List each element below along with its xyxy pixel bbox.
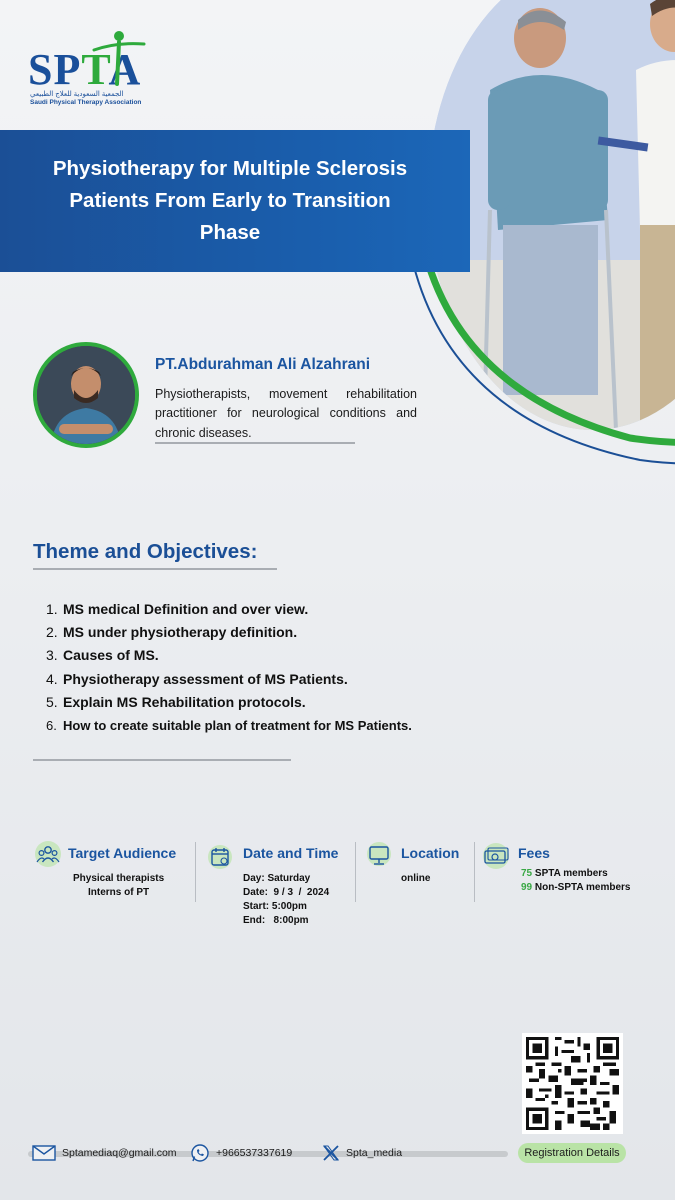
info-divider (195, 842, 196, 902)
list-item (46, 668, 506, 691)
money-icon (482, 842, 510, 870)
theme-underline (33, 568, 277, 570)
logo-arabic-text: الجمعية السعودية للعلاج الطبيعي (30, 91, 124, 98)
fees-members-price: 75 (521, 868, 533, 879)
email-icon (32, 1145, 56, 1161)
logo-letters: SPTA (28, 45, 142, 94)
fees-non-members-label: Non-SPTA members (532, 882, 631, 893)
datetime-title: Date and Time (243, 845, 339, 861)
spta-logo (28, 24, 148, 104)
registration-details-label[interactable]: Registration Details (518, 1143, 626, 1163)
speaker-bio: Physiotherapists, movement rehabilitation practitioner for neurological conditions and chronic diseases. (155, 387, 417, 440)
monitor-icon (366, 841, 392, 869)
item-number: 1. (46, 601, 58, 617)
fees-non-members-price: 99 (521, 882, 533, 893)
logo-english-text: Saudi Physical Therapy Association (30, 99, 142, 106)
item-number: 2. (46, 624, 58, 641)
item-text: MS medical Definition and over view. (63, 601, 309, 617)
list-item (46, 714, 506, 737)
list-item (46, 691, 506, 714)
fees-title: Fees (518, 845, 550, 861)
registration-qr-code[interactable] (522, 1033, 623, 1134)
calendar-icon (208, 844, 232, 870)
course-title-line-2: Patients From Early to Transition (69, 189, 391, 213)
footer-phone[interactable] (190, 1143, 292, 1163)
email-text: Sptamediaq@gmail.com (62, 1147, 177, 1159)
event-info-row (30, 838, 650, 938)
logo-figure-icon (86, 28, 146, 88)
item-number: 6. (46, 718, 57, 734)
course-title-line-3: Phase (199, 220, 261, 244)
course-title (53, 153, 407, 248)
footer-contacts (28, 1143, 508, 1165)
fees-members (521, 867, 608, 882)
list-item (46, 598, 506, 621)
title-banner (0, 130, 470, 272)
item-text: How to create suitable plan of treatment for MS Patients. (63, 718, 412, 734)
item-text: Explain MS Rehabilitation protocols. (63, 693, 306, 710)
fees-non-members (521, 881, 630, 896)
speaker-name: PT.Abdurahman Ali Alzahrani (155, 356, 371, 373)
item-number: 4. (46, 670, 58, 687)
item-text: Causes of MS. (63, 647, 159, 664)
item-number: 3. (46, 647, 58, 664)
location-value: online (401, 873, 431, 884)
whatsapp-icon (190, 1143, 210, 1163)
location-title: Location (401, 845, 460, 861)
audience-line-1: Physical therapists (73, 873, 165, 884)
audience-title: Target Audience (68, 845, 177, 861)
datetime-date: Date: 9 / 3 / 2024 (243, 887, 330, 898)
item-number: 5. (46, 693, 58, 710)
theme-heading: Theme and Objectives: (33, 540, 258, 563)
info-divider (474, 842, 475, 902)
datetime-end: End: 8:00pm (243, 915, 309, 926)
info-divider (355, 842, 356, 902)
phone-text: +966537337619 (216, 1147, 293, 1159)
social-text: Spta_media (346, 1147, 403, 1159)
objectives-list (46, 598, 506, 737)
fees-members-label: SPTA members (532, 868, 608, 879)
speaker-avatar (33, 342, 139, 448)
list-item (46, 644, 506, 667)
footer-social[interactable] (322, 1143, 402, 1163)
speaker-divider (155, 442, 355, 444)
course-title-line-1: Physiotherapy for Multiple Sclerosis (52, 157, 408, 181)
item-text: MS under physiotherapy definition. (63, 624, 298, 641)
list-item (46, 621, 506, 644)
x-logo-icon (322, 1144, 340, 1162)
datetime-start: Start: 5:00pm (243, 901, 307, 912)
footer-email[interactable] (32, 1143, 177, 1163)
people-icon (34, 840, 62, 868)
item-text: Physiotherapy assessment of MS Patients. (63, 670, 348, 687)
datetime-day: Day: Saturday (243, 873, 311, 884)
audience-line-2: Interns of PT (88, 887, 150, 898)
objectives-divider (33, 759, 291, 761)
